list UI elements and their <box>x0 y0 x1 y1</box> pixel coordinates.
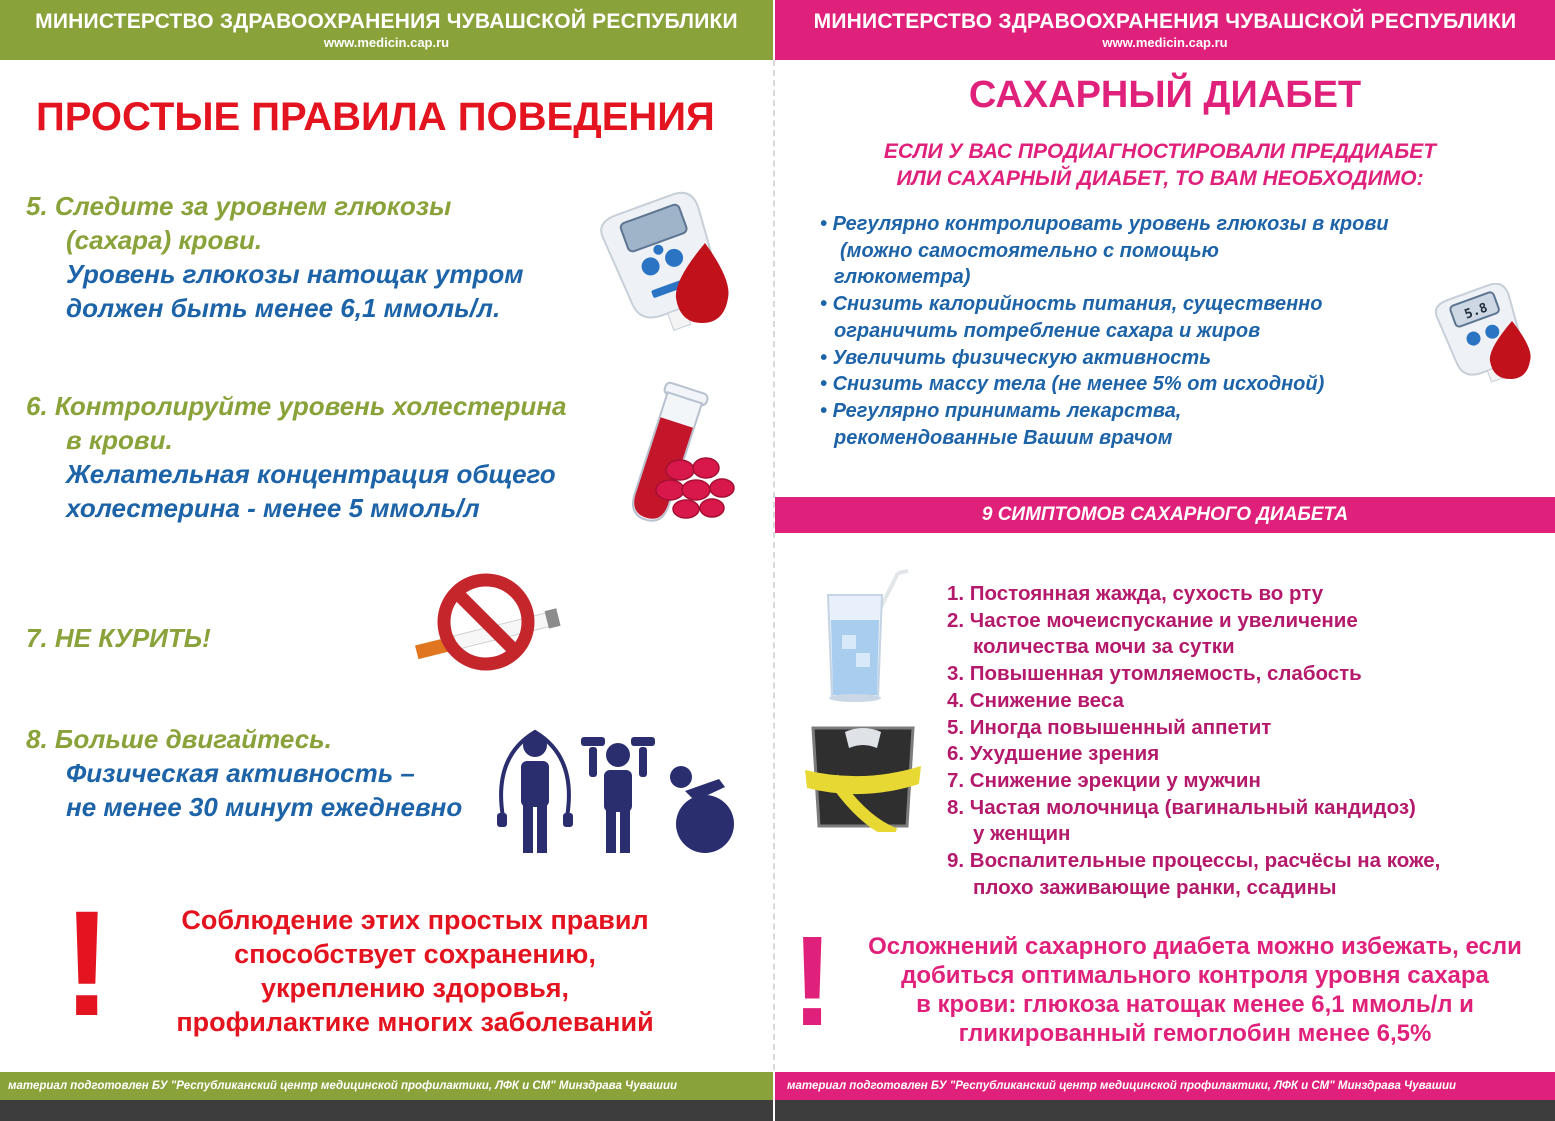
recommendation-2-line-2: ограничить потребление сахара и жиров <box>834 319 1261 342</box>
rule-6-line-1: 6. Контролируйте уровень холестерина <box>26 391 567 421</box>
rule-7-line-1: 7. НЕ КУРИТЬ! <box>26 623 211 653</box>
left-conclusion-line-3: укреплению здоровья, <box>260 973 570 1003</box>
rule-5-line-1: 5. Следите за уровнем глюкозы <box>26 191 452 221</box>
symptom-8-cont: у женщин <box>973 822 1071 846</box>
symptom-item <box>947 795 1440 848</box>
symptom-9: 9. Воспалительные процессы, расчёсы на коже, <box>947 849 1441 873</box>
recommendation-4-line-1: Снизить массу тела (не менее 5% от исходной) <box>832 373 1325 396</box>
rule-5 <box>26 189 523 325</box>
symptom-item <box>947 581 1440 608</box>
rule-7 <box>26 621 211 655</box>
water-glass-icon <box>820 565 910 705</box>
recommendation-5-line-2: рекомендованные Вашим врачом <box>834 426 1173 449</box>
rule-6 <box>26 389 566 525</box>
diabetes-subtitle-line-1: ЕСЛИ У ВАС ПРОДИАГНОСТИРОВАЛИ ПРЕДДИАБЕТ <box>883 140 1437 163</box>
rule-8-line-2: Физическая активность – <box>66 758 415 788</box>
blood-tube-icon <box>598 378 738 530</box>
warning-icon: ! <box>791 910 834 1053</box>
symptom-2-cont: количества мочи за сутки <box>973 635 1235 659</box>
left-footer-text: материал подготовлен БУ "Республиканский центр медицинской профилактики, ЛФК и СМ" Минздрава Чувашии <box>0 1072 773 1100</box>
right-header-url[interactable]: www.medicin.cap.ru <box>1102 35 1228 50</box>
right-footer-text: материал подготовлен БУ "Республиканский центр медицинской профилактики, ЛФК и СМ" Минздрава Чувашии <box>775 1072 1555 1100</box>
bullet-icon: • <box>820 293 828 316</box>
recommendation-1-line-3: глюкометра) <box>834 266 971 289</box>
bullet-icon: • <box>820 346 828 369</box>
symptom-item <box>947 848 1440 901</box>
glucometer-small-icon <box>1430 283 1540 383</box>
symptoms-title: 9 СИМПТОМОВ САХАРНОГО ДИАБЕТА <box>775 497 1555 533</box>
no-smoking-icon <box>410 572 570 672</box>
recommendation-item <box>820 291 1389 344</box>
right-footer-bar <box>775 1100 1555 1121</box>
bullet-icon: • <box>820 399 828 422</box>
left-footer-bar <box>0 1100 773 1121</box>
recommendation-item <box>820 398 1389 451</box>
rule-5-line-4: должен быть менее 6,1 ммоль/л. <box>66 293 501 323</box>
diabetes-subtitle <box>835 138 1485 192</box>
rule-6-line-4: холестерина - менее 5 ммоль/л <box>66 493 480 523</box>
symptom-7: 7. Снижение эрекции у мужчин <box>947 768 1261 792</box>
left-page <box>0 0 773 1121</box>
symptom-4: 4. Снижение веса <box>947 688 1124 712</box>
right-footer <box>775 1072 1555 1121</box>
recommendation-5-line-1: Регулярно принимать лекарства, <box>832 399 1182 422</box>
right-conclusion <box>855 932 1535 1048</box>
page-title: ПРОСТЫЕ ПРАВИЛА ПОВЕДЕНИЯ <box>36 95 715 139</box>
left-header <box>0 0 773 60</box>
rule-5-line-3: Уровень глюкозы натощак утром <box>66 259 524 289</box>
symptom-item <box>947 715 1440 742</box>
right-header-title: МИНИСТЕРСТВО ЗДРАВООХРАНЕНИЯ ЧУВАШСКОЙ РЕСПУБЛИКИ <box>813 10 1517 33</box>
symptom-item <box>947 661 1440 688</box>
bullet-icon: • <box>820 373 828 396</box>
right-conclusion-line-1: Осложнений сахарного диабета можно избежать, если <box>868 933 1522 960</box>
glucometer-icon <box>590 188 740 333</box>
rule-6-line-3: Желательная концентрация общего <box>66 459 556 489</box>
left-conclusion-line-2: способствует сохранению, <box>234 939 596 969</box>
symptoms-list <box>947 581 1440 901</box>
recommendations-list <box>820 211 1389 451</box>
diabetes-subtitle-line-2: ИЛИ САХАРНЫЙ ДИАБЕТ, ТО ВАМ НЕОБХОДИМО: <box>896 167 1424 190</box>
left-header-title: МИНИСТЕРСТВО ЗДРАВООХРАНЕНИЯ ЧУВАШСКОЙ РЕСПУБЛИКИ <box>35 10 738 33</box>
recommendation-item <box>820 345 1389 372</box>
symptom-item <box>947 608 1440 661</box>
recommendation-1-line-2: (можно самостоятельно с помощью <box>840 239 1219 262</box>
left-conclusion-line-4: профилактике многих заболеваний <box>176 1007 654 1037</box>
right-header <box>775 0 1555 60</box>
recommendation-item <box>820 371 1389 398</box>
right-page <box>775 0 1555 1121</box>
recommendation-item <box>820 211 1389 291</box>
rule-8 <box>26 722 462 824</box>
meter-display-text: 5.8 <box>1462 300 1490 323</box>
rule-5-line-2: (сахара) крови. <box>66 225 263 255</box>
right-conclusion-line-4: гликированный гемоглобин менее 6,5% <box>958 1020 1432 1047</box>
right-conclusion-line-2: добиться оптимального контроля уровня сахара <box>901 962 1489 989</box>
rule-8-line-3: не менее 30 минут ежедневно <box>66 792 463 822</box>
symptom-5: 5. Иногда повышенный аппетит <box>947 715 1272 739</box>
recommendation-2-line-1: Снизить калорийность питания, существенно <box>832 293 1323 316</box>
rule-8-line-1: 8. Больше двигайтесь. <box>26 724 332 754</box>
symptom-6: 6. Ухудшение зрения <box>947 742 1160 766</box>
right-conclusion-line-3: в крови: глюкоза натощак менее 6,1 ммоль/л и <box>916 991 1474 1018</box>
left-conclusion <box>145 903 685 1039</box>
symptom-item <box>947 768 1440 795</box>
rule-6-line-2: в крови. <box>66 425 173 455</box>
symptom-9-cont: плохо заживающие ранки, ссадины <box>973 875 1337 899</box>
symptom-1: 1. Постоянная жажда, сухость во рту <box>947 582 1324 605</box>
symptom-item <box>947 741 1440 768</box>
recommendation-1-line-1: Регулярно контролировать уровень глюкозы в крови <box>832 213 1389 235</box>
warning-icon: ! <box>62 879 112 1047</box>
bullet-icon: • <box>820 213 828 235</box>
symptom-2: 2. Частое мочеиспускание и увеличение <box>947 608 1358 632</box>
left-footer <box>0 1072 773 1121</box>
symptom-8: 8. Частая молочница (вагинальный кандидоз) <box>947 795 1416 819</box>
symptom-3: 3. Повышенная утомляемость, слабость <box>947 662 1362 686</box>
scale-icon <box>803 722 923 832</box>
diabetes-title: САХАРНЫЙ ДИАБЕТ <box>968 74 1362 116</box>
left-header-url[interactable]: www.medicin.cap.ru <box>323 35 450 50</box>
recommendation-3-line-1: Увеличить физическую активность <box>832 346 1212 369</box>
exercise-icon <box>493 727 743 857</box>
symptom-item <box>947 688 1440 715</box>
left-conclusion-line-1: Соблюдение этих простых правил <box>181 905 649 935</box>
